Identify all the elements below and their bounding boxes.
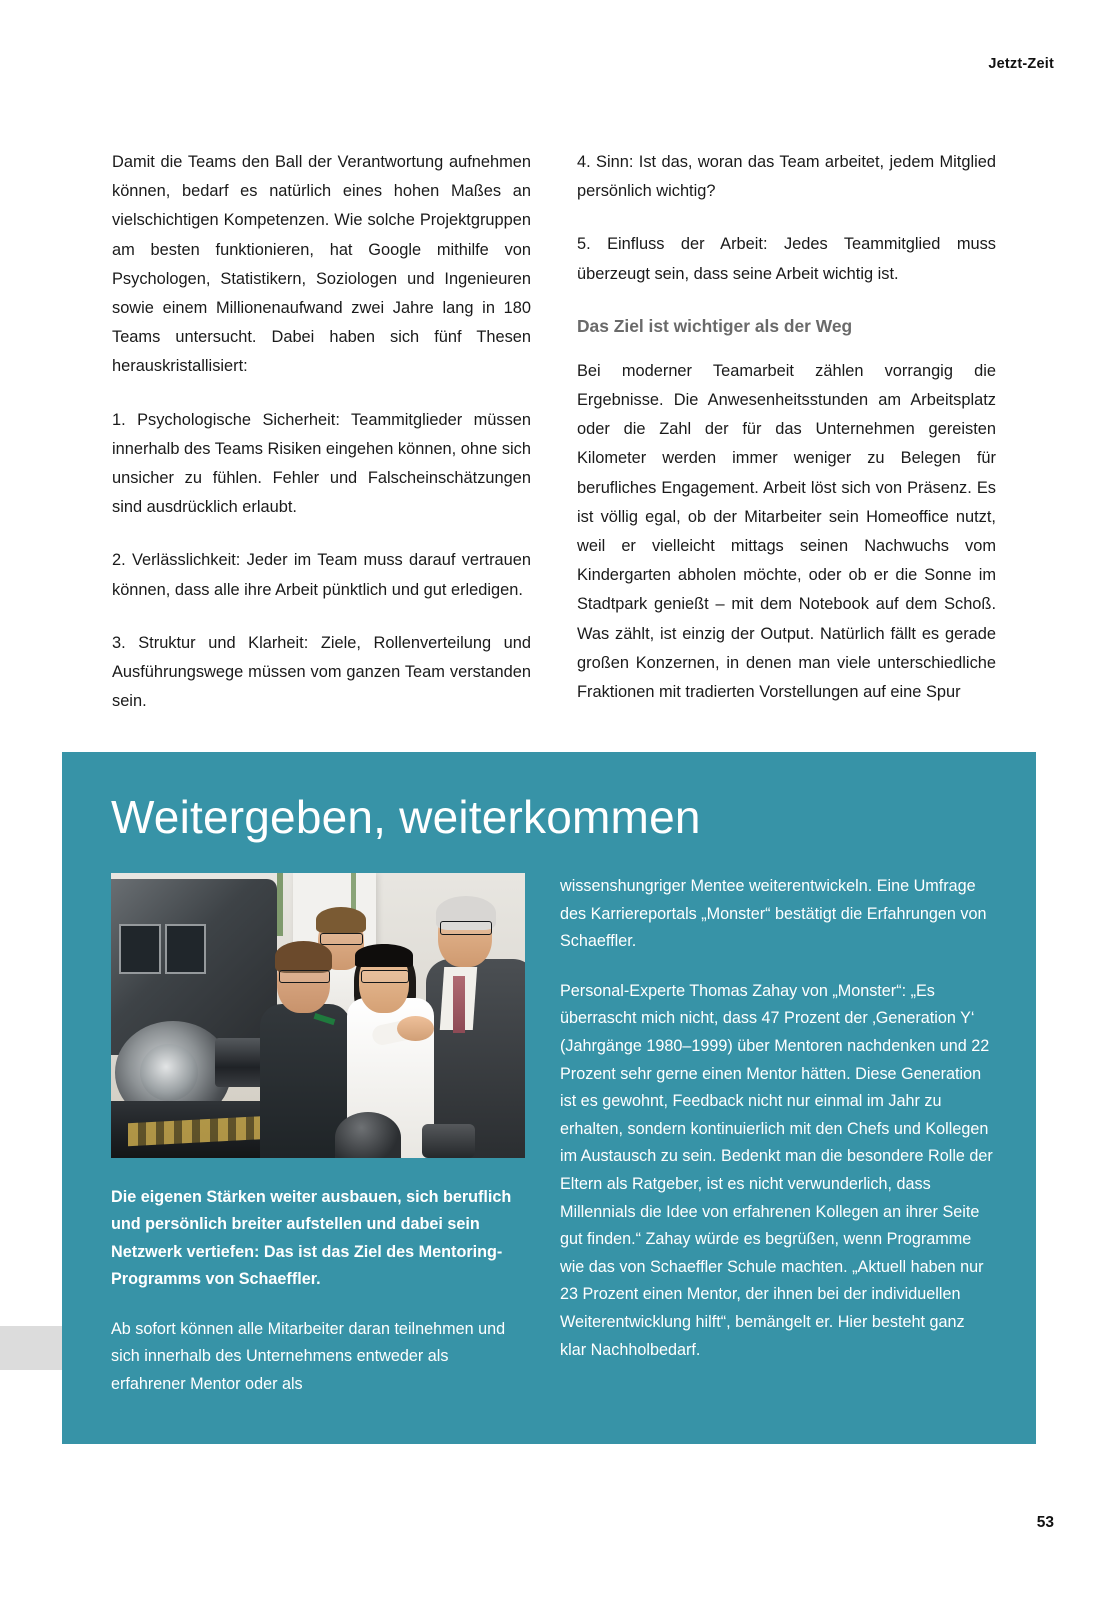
photo-person-back-hair [316,907,366,933]
list-item-1: 1. Psychologische Sicherheit: Teammitglieder müssen innerhalb des Teams Risiken eingehen können, ohne sich unsicher zu fühlen. Fehler und Falscheinschätzungen sind ausdrücklich erlaubt. [112,410,531,517]
panel-title: Weitergeben, weiterkommen [111,791,701,843]
photo-person-left-hair [275,941,333,972]
bleed-tab-marker [0,1326,62,1370]
panel-column-left [111,873,525,1398]
list-item-4: 4. Sinn: Ist das, woran das Team arbeitet, jedem Mitglied persönlich wichtig? [577,153,996,201]
list-item-2: 2. Verlässlichkeit: Jeder im Team muss darauf vertrauen können, dass alle ihre Arbeit pünktlich und gut erledigen. [112,551,531,599]
photo-person-back-glasses-icon [320,933,363,945]
paragraph-intro: Damit die Teams den Ball der Verantwortung aufnehmen können, bedarf es natürlich eines hohen Maßes an vielschichtigen Kompetenzen. Wie solche Projektgruppen am besten funktionieren, hat Google mithilfe von Psychologen, Statistikern, Soziologen und Ingenieuren sowie einem Millionenaufwand zwei Jahre lang in 180 Teams untersucht. Dabei haben sich fünf Thesen herauskristallisiert: [112,153,531,376]
mentoring-photo [111,873,525,1158]
list-item-3: 3. Struktur und Klarheit: Ziele, Rollenverteilung und Ausführungswege müssen vom ganzen Team verstanden sein. [112,633,531,711]
article-column-right [577,148,996,716]
photo-pipe-secondary-icon [351,873,356,913]
photo-person-left-glasses-icon [279,970,331,983]
feature-panel [62,752,1036,1444]
photo-person-senior-tie [453,976,465,1033]
article-column-left [112,148,531,716]
photo-component-part-2 [422,1124,476,1158]
photo-component-part [335,1112,401,1158]
panel-paragraph-2: Personal-Experte Thomas Zahay von „Monster“: „Es überrascht mich nicht, dass 47 Prozent der ‚Generation Y‘ (Jahrgänge 1980–1999) über Mentoren nachdenken und 22 Prozent sehr gerne einen Mentor hätten. Diese Generation ist es gewohnt, Feedback nicht nur einmal im Jahr zu erhalten, sondern kontinuierlich mit den Chefs und Kollegen im Austausch zu sein. Bedenkt man die besondere Rolle der Eltern als Ratgeber, ist es nicht verwunderlich, dass Millennials die Idee von erfahrenen Kollegen an ihrer Seite gut finden.“ Zahay würde es begrüßen, wenn Programme wie das von Schaeffler Schule machten. „Aktuell haben nur 23 Prozent einen Mentor, der ihnen bei der individuellen Weiterentwicklung hilft“, bemängelt er. Hier besteht ganz klar Nachholbedarf. [560,981,993,1359]
section-subheading: Das Ziel ist wichtiger als der Weg [577,315,853,336]
page-number: 53 [1036,1514,1054,1531]
article-body [112,148,996,716]
photo-person-center-fringe [355,944,413,967]
photo-pipe-icon [277,873,283,936]
panel-column-right [560,873,995,1398]
running-head: Jetzt-Zeit [988,56,1054,72]
panel-paragraph-1: wissenshungriger Mentee weiterentwickeln. Eine Umfrage des Karriereportals „Monster“ bestätigt die Erfahrungen von Schaeffler. [560,877,987,951]
photo-caption-bold: Die eigenen Stärken weiter ausbauen, sich beruflich und persönlich breiter aufstellen und dabei sein Netzwerk vertiefen: Das ist das Ziel des Mentoring-Programms von Schaeffler. [111,1188,512,1289]
photo-caption-text: Ab sofort können alle Mitarbeiter daran teilnehmen und sich innerhalb des Unternehmens entweder als erfahrener Mentor oder als [111,1319,506,1393]
panel-columns [111,873,995,1398]
photo-person-center-glasses-icon [361,970,409,983]
photo-machine-window-2 [165,924,206,974]
list-item-5: 5. Einfluss der Arbeit: Jedes Teammitglied muss überzeugt sein, dass seine Arbeit wichtig ist. [577,235,996,283]
photo-person-senior-glasses-icon [440,921,492,934]
photo-machine-window [119,924,160,974]
photo-pointing-hand-icon [397,1016,434,1042]
photo-bearing-core [140,1044,198,1101]
paragraph-ziel-weg: Bei moderner Teamarbeit zählen vorrangig die Ergebnisse. Die Anwesenheitsstunden am Arbeitsplatz oder die Zahl der für das Unternehmen gereisten Kilometer werden immer weniger zu Belegen für berufliches Engagement. Arbeit löst sich von Präsenz. Es ist völlig egal, ob der Mitarbeiter sein Homeoffice nutzt, weil er vielleicht mittags seinen Nachwuchs vom Kindergarten abholen möchte, oder ob er die Sonne im Stadtpark genießt – mit dem Notebook auf dem Schoß. Was zählt, ist einzig der Output. Natürlich fällt es gerade großen Konzernen, in denen man viele unterschiedliche Fraktionen mit tradierten Vorstellungen auf eine Spur [577,361,996,702]
